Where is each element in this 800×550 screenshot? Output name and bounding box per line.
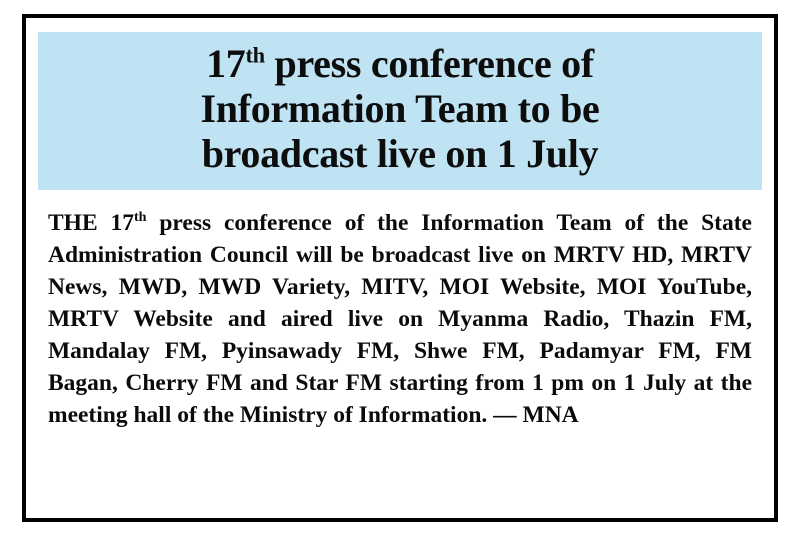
headline-line-3: broadcast live on 1 July <box>201 130 599 176</box>
headline-line-1-rest: press conference of <box>264 41 594 86</box>
headline-number: 17 <box>206 41 246 86</box>
lead-ordinal-suffix: th <box>133 209 147 226</box>
page-title <box>50 42 750 176</box>
headline-line-1 <box>206 41 594 86</box>
headline-line-2: Information Team to be <box>200 85 600 131</box>
article-body <box>48 208 752 432</box>
headline-band <box>38 32 762 190</box>
headline-ordinal-suffix: th <box>245 42 265 68</box>
body-main-text: press conference of the Information Team of the State Administration Council will be broadcast live on MRTV HD, MRTV News, MWD, MWD Variety, MITV, MOI Website, MOI YouTube, MRTV Website and aired live on Myanma Radio, Thazin FM, Mandalay FM, Pyinsawady FM, Shwe FM, Padamyar FM, FM Bagan, Cherry FM and Star FM starting from 1 pm on 1 July at the meeting hall of the Ministry of Information. <box>48 210 752 429</box>
body-paragraph <box>48 208 752 432</box>
lead-in-text: THE 17 <box>48 210 134 237</box>
byline-credit: — MNA <box>493 402 579 429</box>
article-container <box>22 14 778 522</box>
